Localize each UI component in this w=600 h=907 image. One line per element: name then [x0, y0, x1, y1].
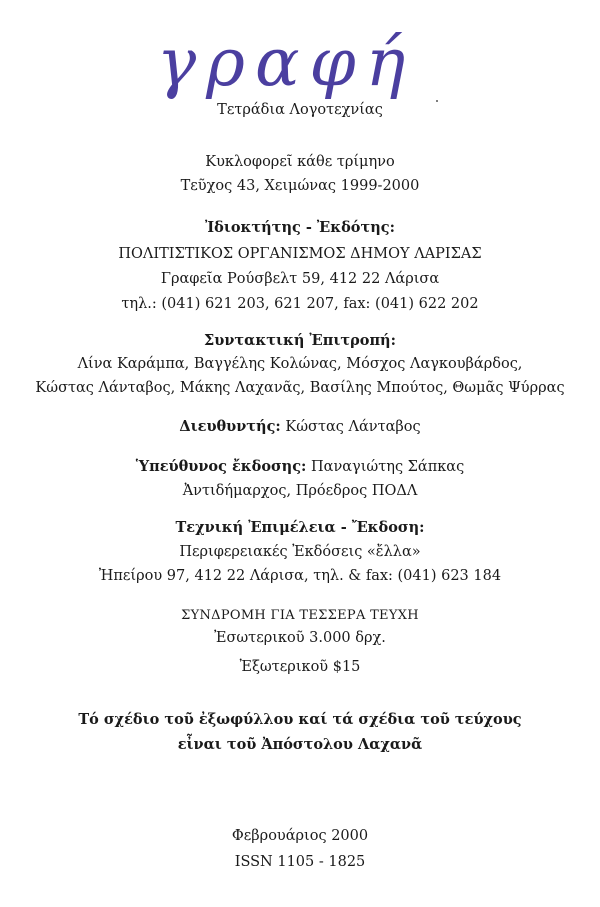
publisher-label: Ὑπεύθυνος ἔκδοσης:	[135, 458, 307, 475]
publication-date: Φεβρουάριος 2000	[231, 828, 369, 844]
editorial-members-1: Λίνα Καράμπα, Βαγγέλης Κολώνας, Μόσχος Λαγκουβάρδος,	[77, 356, 523, 372]
journal-subtitle: Τετράδια Λογοτεχνίας	[217, 102, 383, 118]
cover-note-1: Τό σχέδιο τοῦ ἐξωφύλλου καί τά σχέδια τοῦ τεύχους	[78, 711, 522, 728]
owner-name: ΠΟΛΙΤΙΣΤΙΚΟΣ ΟΡΓΑΝΙΣΜΟΣ ΔΗΜΟΥ ΛΑΡΙΣΑΣ	[118, 246, 482, 262]
publisher-name: Παναγιώτης Σάπκας	[311, 459, 465, 475]
technical-label: Τεχνική Ἐπιμέλεια - Ἔκδοση:	[175, 519, 425, 536]
publisher-line	[0, 457, 600, 477]
editorial-members-2: Κώστας Λάνταβος, Μάκης Λαχανᾶς, Βασίλης Μπούτος, Θωμᾶς Ψύρρας	[35, 380, 565, 396]
director-label: Διευθυντής:	[179, 418, 281, 435]
subscription-abroad: Ἐξωτερικοῦ $15	[239, 659, 361, 675]
director-line	[0, 417, 600, 437]
cover-note-2: εἶναι τοῦ Ἀπόστολου Λαχανᾶ	[177, 736, 423, 753]
owner-phone: τηλ.: (041) 621 203, 621 207, fax: (041) 622 202	[121, 296, 479, 312]
subscription-label: ΣΥΝΔΡΟΜΗ ΓΙΑ ΤΕΣΣΕΡΑ ΤΕΥΧΗ	[181, 608, 419, 623]
issn: ISSN 1105 - 1825	[234, 854, 366, 870]
publisher-role: Ἀντιδήμαρχος, Πρόεδρος ΠΟΔΛ	[182, 483, 418, 499]
owner-address: Γραφεῖα Ρούσβελτ 59, 412 22 Λάρισα	[160, 271, 440, 287]
owner-label: Ἰδιοκτήτης - Ἐκδότης:	[205, 219, 395, 236]
technical-name: Περιφερειακές Ἐκδόσεις «ἔλλα»	[179, 544, 421, 560]
editorial-label: Συντακτική Ἐπιτροπή:	[204, 332, 396, 349]
journal-logo: γραφή	[156, 24, 416, 101]
issue-frequency: Κυκλοφορεῖ κάθε τρίμηνο	[205, 154, 395, 170]
subscription-domestic: Ἐσωτερικοῦ 3.000 δρχ.	[214, 630, 386, 646]
director-name: Κώστας Λάνταβος	[285, 419, 421, 435]
issue-number: Τεῦχος 43, Χειμώνας 1999-2000	[180, 178, 420, 194]
technical-address: Ἠπείρου 97, 412 22 Λάρισα, τηλ. & fax: (041) 623 184	[98, 568, 502, 584]
